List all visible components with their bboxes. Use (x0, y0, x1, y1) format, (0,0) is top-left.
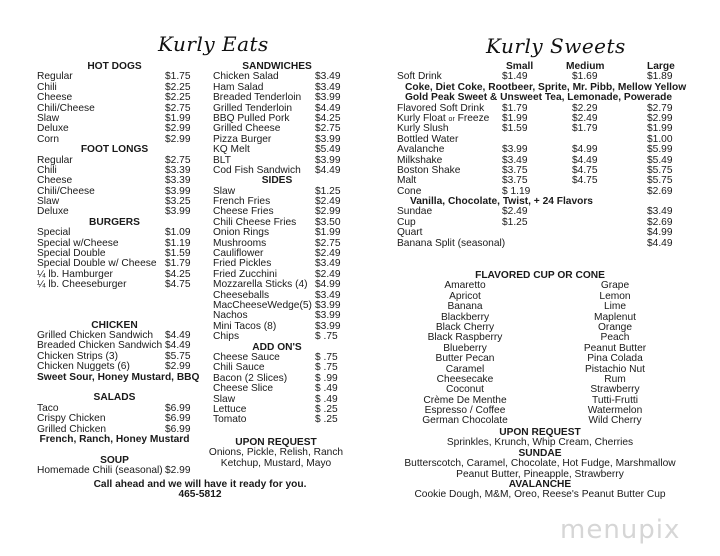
drink-note: Gold Peak Sweet & Unsweet Tea, Lemonade, Powerade (405, 92, 673, 104)
flavor: Black Cherry (435, 321, 495, 333)
flavor: Grape (600, 280, 630, 292)
item-price: $2.25 (165, 81, 191, 93)
sweets-price-table (397, 61, 687, 249)
menu-item (397, 207, 677, 217)
item-price: $2.75 (165, 102, 191, 114)
item-name: Slaw (37, 196, 60, 208)
section-heading: BURGERS (89, 216, 140, 228)
flavor: Pina Colada (587, 353, 643, 365)
item-name-text: Bottled Water (397, 133, 459, 145)
flavor-row (385, 333, 695, 343)
item-name (397, 206, 432, 217)
item-name-text: Banana Split (seasonal) (397, 237, 506, 249)
item-price: $4.25 (165, 268, 191, 280)
item-price: $ .99 (315, 372, 338, 384)
item-name: Deluxe (37, 123, 69, 135)
item-name (397, 134, 458, 145)
flavor: Strawberry (590, 384, 640, 396)
price-medium: $4.49 (572, 154, 598, 166)
item-price: $2.75 (315, 237, 341, 249)
item-name: Chips (213, 331, 240, 343)
item-price: $1.19 (165, 237, 191, 249)
item-price: $3.99 (315, 310, 341, 322)
menu-item (37, 425, 192, 435)
menu-item (397, 72, 677, 82)
eats-footer (60, 480, 340, 501)
item-name-text: Boston Shake (397, 164, 461, 176)
menu-item (397, 166, 677, 176)
drink-note: Coke, Diet Coke, Rootbeer, Sprite, Mr. Pibb, Mellow Yellow (405, 81, 687, 93)
price-medium: $2.29 (572, 102, 598, 114)
item-name: Chili (37, 81, 57, 93)
item-name: Corn (37, 133, 60, 145)
price-small: $3.99 (502, 144, 528, 156)
item-name: Cheese Fries (213, 206, 274, 218)
section-heading: SUNDAE (518, 447, 562, 459)
item-name (397, 238, 505, 249)
item-price: $4.49 (315, 102, 341, 114)
menu-item (37, 362, 192, 372)
price-medium: $1.69 (572, 71, 598, 83)
flavor: Apricot (449, 290, 481, 302)
item-name-text: Cone (397, 185, 422, 197)
item-name (397, 165, 460, 176)
item-name: Mini Tacos (8) (213, 320, 277, 332)
section-heading: SALADS (93, 392, 136, 404)
item-name (397, 113, 489, 124)
item-price: $2.49 (315, 248, 341, 260)
section-note: Sweet Sour, Honey Mustard, BBQ (37, 371, 200, 383)
item-name: Chili (37, 164, 57, 176)
item-price: $1.09 (165, 227, 191, 239)
drink-note: Vanilla, Chocolate, Twist, + 24 Flavors (410, 196, 593, 208)
extras-line: Peanut Butter, Pineapple, Strawberry (456, 468, 624, 480)
section-heading: UPON REQUEST (235, 437, 317, 448)
item-price: $ .49 (315, 383, 338, 395)
item-price: $6.99 (165, 413, 191, 425)
eats-middle-column (213, 62, 341, 426)
price-small: $ 1.19 (502, 185, 531, 197)
flavor: Blueberry (443, 342, 487, 354)
price-large: $2.69 (647, 216, 673, 228)
flavor: Espresso / Coffee (424, 405, 506, 417)
item-price: $3.99 (165, 206, 191, 218)
item-name-text: Kurly Slush (397, 123, 449, 135)
section-heading: UPON REQUEST (499, 427, 581, 438)
item-name: Tomato (213, 414, 247, 426)
flavors-section (385, 271, 695, 427)
flavor-row (385, 416, 695, 426)
price-large: $5.49 (647, 154, 673, 166)
menu-item (397, 218, 677, 228)
spacer (37, 291, 192, 321)
item-price: $ .49 (315, 393, 338, 405)
price-small: $1.59 (502, 123, 528, 135)
section-heading: ADD ON'S (252, 341, 302, 353)
item-name: Grilled Chicken (37, 423, 107, 435)
extras-line: Butterscotch, Caramel, Chocolate, Hot Fudge, Marshmallow (404, 458, 676, 470)
flavor-row (385, 365, 695, 375)
price-large: $1.99 (647, 123, 673, 135)
price-large: $5.99 (647, 144, 673, 156)
item-name: Regular (37, 154, 73, 166)
flavor-row (385, 313, 695, 323)
item-name-text: Freeze (457, 112, 490, 124)
item-name: Cheese Sauce (213, 351, 280, 363)
item-price: $6.99 (165, 402, 191, 414)
flavor-row (385, 344, 695, 354)
price-small: $2.49 (502, 206, 528, 218)
section-heading: SOUP (100, 454, 129, 466)
flavor: Blackberry (440, 311, 490, 323)
menu-item (397, 239, 677, 249)
item-price: $2.49 (315, 196, 341, 208)
item-price: $2.25 (165, 92, 191, 104)
price-medium: $1.79 (572, 123, 598, 135)
eats-left-column (37, 61, 200, 477)
item-name: Fried Pickles (213, 258, 272, 270)
item-name: Chicken Salad (213, 71, 279, 83)
menu-item (397, 187, 677, 197)
item-name: Mushrooms (213, 237, 267, 249)
flavor-row (385, 375, 695, 385)
item-name-text: Malt (397, 175, 417, 187)
item-name: Chili/Cheese (37, 102, 95, 114)
section-heading: FOOT LONGS (80, 144, 149, 156)
item-price: $1.99 (165, 112, 191, 124)
item-price: $ .25 (315, 414, 338, 426)
menu-item (213, 166, 341, 176)
flavor: Black Raspberry (427, 332, 503, 344)
item-name: Homemade Chili (seasonal) (37, 465, 163, 477)
price-small: $1.99 (502, 112, 528, 124)
item-price: $3.25 (165, 196, 191, 208)
item-name: Crispy Chicken (37, 413, 106, 425)
item-name-text: Cup (397, 216, 416, 228)
item-name (397, 227, 422, 238)
flavor: Coconut (446, 384, 484, 396)
price-large: $2.79 (647, 102, 673, 114)
item-price: $ .75 (315, 362, 338, 374)
flavor-row (385, 292, 695, 302)
request-line: Onions, Pickle, Relish, Ranch (208, 447, 344, 459)
item-name (397, 155, 442, 166)
item-name: KQ Melt (213, 144, 250, 156)
flavor: Peanut Butter (583, 342, 647, 354)
section-heading: SIDES (261, 175, 293, 187)
item-name: Slaw (213, 185, 236, 197)
item-price: $5.75 (165, 350, 191, 362)
price-small: $1.79 (502, 102, 528, 114)
upon-request-eats (200, 438, 352, 469)
flavor: Lemon (599, 290, 631, 302)
flavor: Peach (600, 332, 630, 344)
price-large: $4.49 (647, 237, 673, 249)
item-price: $3.99 (315, 92, 341, 104)
item-price: $3.99 (165, 185, 191, 197)
item-price: $4.25 (315, 112, 341, 124)
price-large: $1.00 (647, 133, 673, 145)
item-price: $6.99 (165, 423, 191, 435)
item-name: Grilled Chicken Sandwich (37, 329, 154, 341)
item-price: $1.25 (315, 185, 341, 197)
price-small: $1.49 (502, 71, 528, 83)
item-name: Ham Salad (213, 81, 264, 93)
kurly-sweets-title: Kurly Sweets (486, 34, 626, 58)
price-medium: $4.99 (572, 144, 598, 156)
item-name: Chicken Nuggets (6) (37, 361, 130, 373)
flavor: Tutti-Frutti (591, 394, 639, 406)
flavor: Butter Pecan (435, 353, 495, 365)
item-price: $5.49 (315, 144, 341, 156)
menu-item (213, 145, 341, 155)
extras-line: Sprinkles, Krunch, Whip Cream, Cherries (446, 437, 634, 449)
item-price: $4.99 (315, 279, 341, 291)
flavor-row (385, 281, 695, 291)
item-name-text: Quart (397, 227, 423, 239)
flavor: Pistachio Nut (584, 363, 646, 375)
section-heading: CHICKEN (91, 319, 138, 331)
price-medium: $2.49 (572, 112, 598, 124)
item-name: Onion Rings (213, 227, 270, 239)
menu-item (37, 135, 192, 145)
item-name (397, 103, 484, 114)
price-medium: $4.75 (572, 164, 598, 176)
flavor: German Chocolate (422, 415, 508, 427)
item-name-text: Sundae (397, 206, 433, 218)
flavor: Watermelon (587, 405, 643, 417)
item-name: Cheese (37, 92, 73, 104)
item-name: French Fries (213, 196, 271, 208)
item-name (397, 175, 416, 186)
item-name-text: Soft Drink (397, 71, 442, 83)
size-label: Medium (566, 61, 605, 72)
item-price: $1.79 (165, 258, 191, 270)
price-large: $5.75 (647, 175, 673, 187)
flavor-row (385, 302, 695, 312)
item-name: Special w/Cheese (37, 237, 119, 249)
item-name: Cod Fish Sandwich (213, 164, 301, 176)
item-name: BLT (213, 154, 231, 166)
item-name-text: Flavored Soft Drink (397, 102, 485, 114)
menu-item (37, 207, 192, 217)
item-name: Breaded Chicken Sandwich (37, 340, 163, 352)
flavor: Orange (598, 321, 632, 333)
flavor: Caramel (445, 363, 485, 375)
flavor: Cheesecake (436, 373, 494, 385)
item-name: Cauliflower (213, 248, 264, 260)
item-name: MacCheeseWedge(5) (213, 299, 312, 311)
item-price: $3.99 (315, 154, 341, 166)
item-price: $2.99 (165, 133, 191, 145)
item-name (397, 71, 442, 82)
price-large: $1.89 (647, 71, 673, 83)
item-price: $3.99 (315, 299, 341, 311)
item-price: $1.99 (315, 227, 341, 239)
item-name: Special (37, 227, 71, 239)
item-name: Chili Sauce (213, 362, 265, 374)
item-price: $3.99 (315, 320, 341, 332)
item-name: Chicken Strips (3) (37, 350, 118, 362)
item-price: $4.75 (165, 279, 191, 291)
menu-item (37, 466, 192, 476)
price-small: $3.75 (502, 164, 528, 176)
item-name: Chili Cheese Fries (213, 216, 297, 228)
item-price: $3.39 (165, 175, 191, 187)
price-large: $2.69 (647, 185, 673, 197)
item-price: $3.49 (315, 289, 341, 301)
item-name: Bacon (2 Slices) (213, 372, 288, 384)
price-small: $1.25 (502, 216, 528, 228)
item-price: $4.49 (165, 329, 191, 341)
item-name: Cheese (37, 175, 73, 187)
item-name: Nachos (213, 310, 248, 322)
item-price: $2.99 (165, 465, 191, 477)
menu-item (37, 280, 192, 290)
flavor: Lime (603, 301, 627, 313)
item-name: ¼ lb. Cheeseburger (37, 279, 127, 291)
item-name: Special Double w/ Cheese (37, 258, 157, 270)
item-name: Grilled Cheese (213, 123, 281, 135)
flavor-row (385, 354, 695, 364)
flavor: Banana (447, 301, 483, 313)
price-small: $3.75 (502, 175, 528, 187)
phone-number: 465-5812 (178, 489, 222, 501)
item-name: Pizza Burger (213, 133, 272, 145)
item-name-text: Milkshake (397, 154, 443, 166)
item-price: $2.99 (165, 123, 191, 135)
item-name: Deluxe (37, 206, 69, 218)
item-price: $3.49 (315, 258, 341, 270)
item-name: Regular (37, 71, 73, 83)
item-price: $2.99 (165, 361, 191, 373)
item-price: $3.50 (315, 216, 341, 228)
item-price: $3.49 (315, 81, 341, 93)
item-name: Taco (37, 402, 59, 414)
section-heading: SANDWICHES (242, 61, 312, 72)
flavor: Rum (604, 373, 626, 385)
item-name-text: Avalanche (397, 144, 445, 156)
request-line: Ketchup, Mustard, Mayo (220, 457, 332, 469)
menupix-watermark: menupix (560, 515, 681, 545)
item-name-small: or (448, 115, 455, 123)
item-name: Fried Zucchini (213, 268, 277, 280)
sweets-extras (385, 428, 695, 501)
item-price: $2.75 (315, 123, 341, 135)
item-price: $1.59 (165, 248, 191, 260)
item-name (397, 186, 421, 197)
item-price: $ .75 (315, 331, 338, 343)
size-label: Large (647, 61, 675, 72)
item-name-text: Kurly Float (397, 112, 446, 124)
price-large: $4.99 (647, 227, 673, 239)
flavor: Wild Cherry (588, 415, 642, 427)
item-name: BBQ Pulled Pork (213, 112, 290, 124)
item-name: Lettuce (213, 403, 247, 415)
menu-item (397, 176, 677, 186)
flavor: Crème De Menthe (423, 394, 507, 406)
item-price: $4.49 (315, 164, 341, 176)
item-price: $ .25 (315, 403, 338, 415)
kurly-eats-title: Kurly Eats (158, 32, 269, 56)
flavor: Maplenut (594, 311, 636, 323)
item-price: $2.49 (315, 268, 341, 280)
price-medium: $4.75 (572, 175, 598, 187)
price-large: $5.75 (647, 164, 673, 176)
item-name: ¼ lb. Hamburger (37, 268, 113, 280)
item-price: $2.75 (165, 154, 191, 166)
size-label: Small (506, 61, 534, 72)
item-name: Cheeseballs (213, 289, 270, 301)
section-heading: HOT DOGS (87, 61, 142, 72)
extras-line: Cookie Dough, M&M, Oreo, Reese's Peanut Butter Cup (414, 489, 666, 501)
item-name (397, 144, 444, 155)
item-price: $3.99 (315, 133, 341, 145)
item-name: Slaw (213, 393, 236, 405)
item-name (397, 217, 416, 228)
section-heading: FLAVORED CUP OR CONE (475, 270, 605, 281)
item-name: Mozzarella Sticks (4) (213, 279, 308, 291)
item-price: $4.49 (165, 340, 191, 352)
flavor: Amaretto (444, 280, 486, 292)
item-price: $ .75 (315, 351, 338, 363)
section-note: French, Ranch, Honey Mustard (39, 433, 190, 445)
item-name (397, 123, 449, 134)
price-large: $2.99 (647, 112, 673, 124)
item-price: $3.49 (315, 71, 341, 83)
item-name: Grilled Tenderloin (213, 102, 293, 114)
item-name: Slaw (37, 112, 60, 124)
menu-item (213, 332, 341, 342)
price-small: $3.49 (502, 154, 528, 166)
item-name: Special Double (37, 248, 106, 260)
item-price: $2.99 (315, 206, 341, 218)
item-price: $3.39 (165, 164, 191, 176)
price-large: $3.49 (647, 206, 673, 218)
call-ahead-text: Call ahead and we will have it ready for you. (93, 479, 307, 490)
item-name: Breaded Tenderloin (213, 92, 302, 104)
section-heading: AVALANCHE (508, 478, 572, 490)
item-price: $1.75 (165, 71, 191, 83)
item-name: Cheese Slice (213, 383, 274, 395)
item-name: Chili/Cheese (37, 185, 95, 197)
menu-item (213, 415, 341, 425)
